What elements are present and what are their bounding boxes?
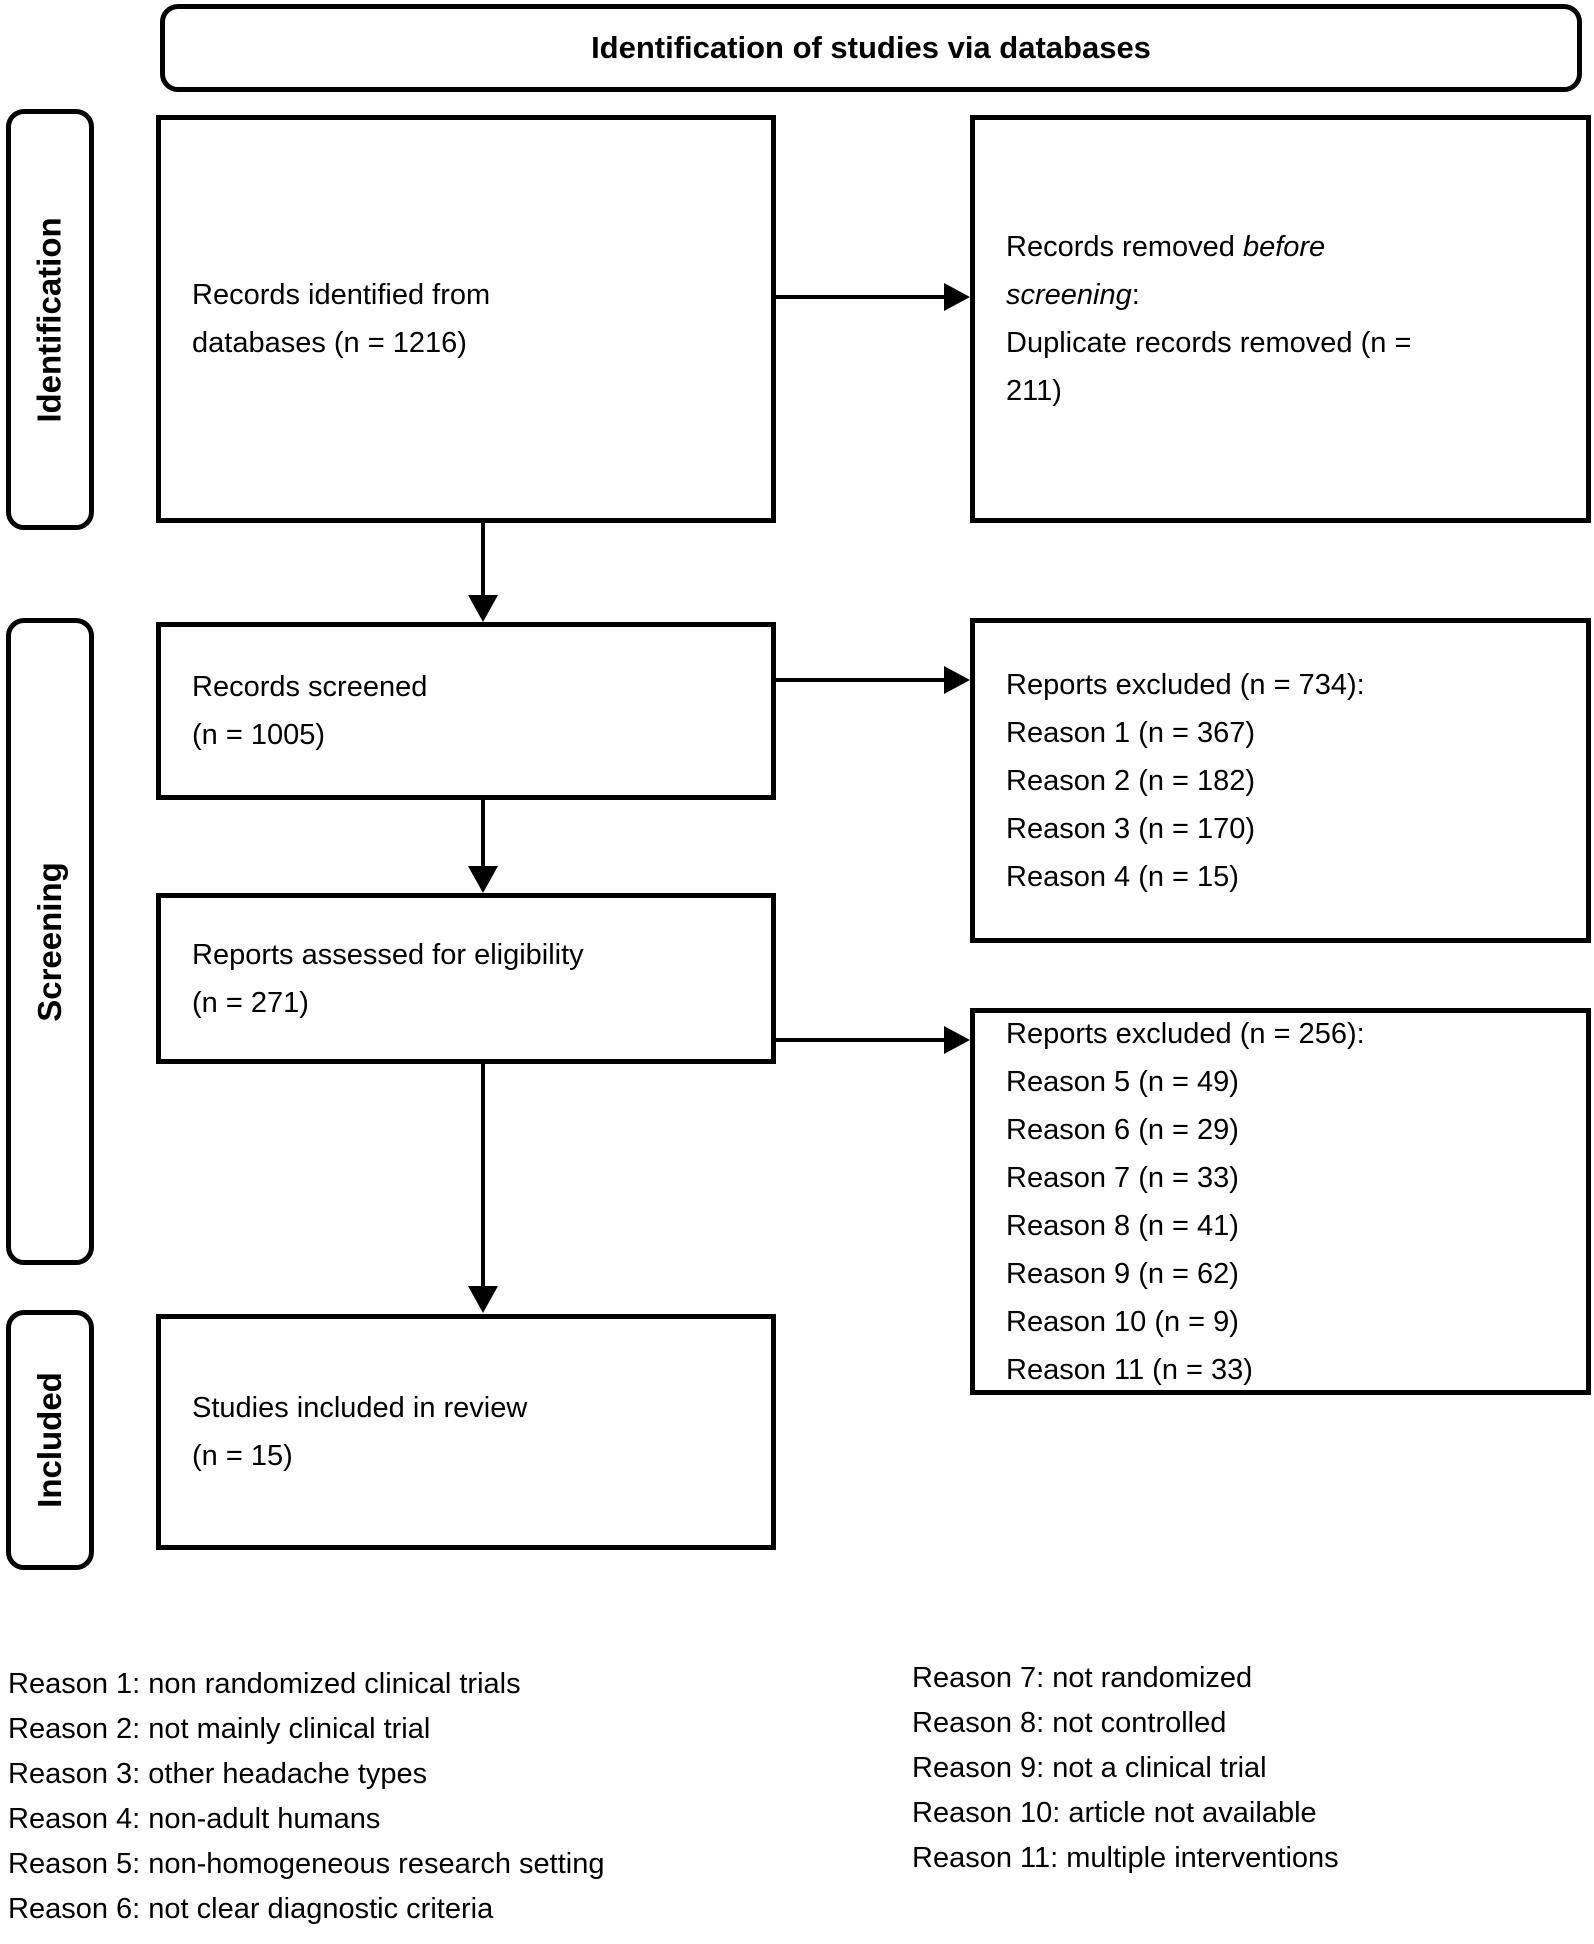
reports-excluded-screening-line: Reason 1 (n = 367) (1006, 716, 1256, 749)
reports-excluded-screening-line: Reports excluded (n = 734): (1006, 668, 1365, 701)
stage-identification-box (6, 109, 94, 530)
reports-excluded-eligibility-box (970, 1008, 1591, 1395)
records-identified-line: databases (n = 1216) (192, 327, 467, 359)
reports-excluded-eligibility-line: Reason 10 (n = 9) (1006, 1305, 1239, 1338)
reports-excluded-screening-line: Reason 4 (n = 15) (1006, 860, 1239, 893)
stage-identification-label: Identification (31, 216, 68, 423)
legend-item: Reason 10: article not available (912, 1797, 1317, 1829)
reports-excluded-screening-box (970, 618, 1591, 943)
studies-included-box (156, 1314, 776, 1550)
records-identified-box (156, 115, 776, 523)
diagram-title-box (160, 4, 1582, 92)
records-removed-line: screening: (1006, 279, 1140, 311)
arrow-screened-to-excluded (776, 678, 944, 682)
reports-assessed-box (156, 893, 776, 1064)
arrow-assessed-to-excluded (776, 1038, 944, 1042)
stage-screening-label: Screening (31, 861, 68, 1022)
arrow-identified-to-removed (776, 295, 944, 299)
records-removed-line: Duplicate records removed (n = (1006, 327, 1412, 359)
arrow-assessed-to-included (481, 1064, 485, 1287)
arrow-identified-to-screened (481, 523, 485, 596)
arrowhead-right-icon (944, 1026, 970, 1054)
legend-item: Reason 5: non-homogeneous research setting (8, 1848, 605, 1880)
arrow-screened-to-assessed (481, 800, 485, 867)
reports-excluded-eligibility-line: Reason 11 (n = 33) (1006, 1353, 1253, 1386)
stage-included-label: Included (31, 1372, 68, 1508)
reports-excluded-eligibility-line: Reports excluded (n = 256): (1006, 1017, 1365, 1050)
records-removed-line: 211) (1006, 375, 1062, 407)
legend-item: Reason 6: not clear diagnostic criteria (8, 1893, 494, 1925)
reports-excluded-eligibility-line: Reason 8 (n = 41) (1006, 1209, 1239, 1242)
reports-assessed-line: (n = 271) (192, 986, 309, 1019)
legend-left-column (8, 1662, 605, 1932)
records-screened-line: (n = 1005) (192, 719, 326, 751)
legend-item: Reason 3: other headache types (8, 1758, 428, 1790)
reports-assessed-line: Reports assessed for eligibility (192, 938, 584, 971)
legend-item: Reason 7: not randomized (912, 1662, 1253, 1694)
records-removed-box (970, 115, 1591, 523)
arrowhead-down-icon (468, 1286, 498, 1313)
arrowhead-down-icon (468, 595, 498, 622)
records-screened-box (156, 622, 776, 800)
records-identified-line: Records identified from (192, 279, 491, 311)
legend-item: Reason 2: not mainly clinical trial (8, 1713, 431, 1745)
reports-excluded-eligibility-line: Reason 6 (n = 29) (1006, 1113, 1239, 1146)
records-removed-line: Records removed before (1006, 231, 1326, 263)
stage-included-box (6, 1310, 94, 1570)
reports-excluded-screening-line: Reason 3 (n = 170) (1006, 812, 1256, 845)
studies-included-line: (n = 15) (192, 1440, 293, 1472)
arrowhead-right-icon (944, 666, 970, 694)
reports-excluded-eligibility-line: Reason 5 (n = 49) (1006, 1065, 1239, 1098)
arrowhead-right-icon (944, 283, 970, 311)
reports-excluded-eligibility-line: Reason 9 (n = 62) (1006, 1257, 1239, 1290)
legend-item: Reason 9: not a clinical trial (912, 1752, 1267, 1784)
stage-screening-box (6, 618, 94, 1265)
legend-item: Reason 8: not controlled (912, 1707, 1227, 1739)
reports-excluded-eligibility-line: Reason 7 (n = 33) (1006, 1161, 1239, 1194)
studies-included-line: Studies included in review (192, 1392, 528, 1424)
diagram-title: Identification of studies via databases (591, 30, 1151, 65)
legend-item: Reason 1: non randomized clinical trials (8, 1668, 521, 1700)
reports-excluded-screening-line: Reason 2 (n = 182) (1006, 764, 1256, 797)
legend-right-column (912, 1656, 1339, 1881)
arrowhead-down-icon (468, 866, 498, 893)
legend-item: Reason 11: multiple interventions (912, 1842, 1339, 1874)
legend-item: Reason 4: non-adult humans (8, 1803, 381, 1835)
records-screened-line: Records screened (192, 671, 428, 703)
